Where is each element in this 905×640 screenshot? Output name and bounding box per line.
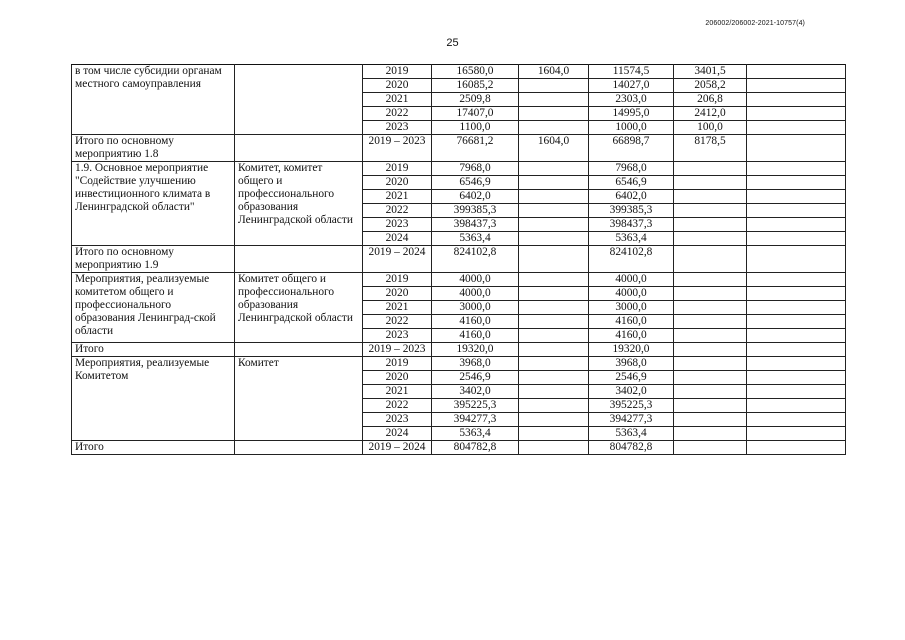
- empty-cell: [747, 273, 846, 287]
- regional-cell: 4000,0: [589, 287, 674, 301]
- local-cell: [674, 371, 747, 385]
- local-cell: [674, 190, 747, 204]
- total-cell: 3968,0: [432, 357, 519, 371]
- total-cell: 395225,3: [432, 399, 519, 413]
- local-cell: [674, 399, 747, 413]
- total-cell: 394277,3: [432, 413, 519, 427]
- year-cell: 2022: [363, 315, 432, 329]
- regional-cell: 4160,0: [589, 315, 674, 329]
- empty-cell: [747, 121, 846, 135]
- year-cell: 2021: [363, 385, 432, 399]
- federal-cell: [519, 357, 589, 371]
- federal-cell: [519, 176, 589, 190]
- local-cell: [674, 357, 747, 371]
- executor-cell: Комитет, комитет общего и профессионального образования Ленинградской области: [235, 162, 363, 246]
- empty-cell: [747, 218, 846, 232]
- regional-cell: 3000,0: [589, 301, 674, 315]
- table-row: [72, 65, 846, 79]
- empty-cell: [747, 246, 846, 273]
- total-cell: 16580,0: [432, 65, 519, 79]
- empty-cell: [747, 176, 846, 190]
- year-cell: 2023: [363, 413, 432, 427]
- year-cell: 2019 – 2024: [363, 246, 432, 273]
- executor-cell: [235, 135, 363, 162]
- year-cell: 2022: [363, 399, 432, 413]
- regional-cell: 14995,0: [589, 107, 674, 121]
- empty-cell: [747, 329, 846, 343]
- total-cell: 6402,0: [432, 190, 519, 204]
- empty-cell: [747, 93, 846, 107]
- federal-cell: [519, 79, 589, 93]
- total-cell: 2546,9: [432, 371, 519, 385]
- total-cell: 7968,0: [432, 162, 519, 176]
- total-cell: 824102,8: [432, 246, 519, 273]
- local-cell: [674, 329, 747, 343]
- year-cell: 2023: [363, 121, 432, 135]
- federal-cell: [519, 301, 589, 315]
- local-cell: [674, 343, 747, 357]
- year-cell: 2020: [363, 176, 432, 190]
- regional-cell: 7968,0: [589, 162, 674, 176]
- empty-cell: [747, 399, 846, 413]
- regional-cell: 394277,3: [589, 413, 674, 427]
- empty-cell: [747, 427, 846, 441]
- row-label: Итого по основному мероприятию 1.8: [72, 135, 235, 162]
- empty-cell: [747, 287, 846, 301]
- local-cell: [674, 273, 747, 287]
- federal-cell: [519, 287, 589, 301]
- empty-cell: [747, 357, 846, 371]
- regional-cell: 4000,0: [589, 273, 674, 287]
- executor-cell: [235, 343, 363, 357]
- total-cell: 1100,0: [432, 121, 519, 135]
- federal-cell: [519, 232, 589, 246]
- regional-cell: 66898,7: [589, 135, 674, 162]
- total-cell: 2509,8: [432, 93, 519, 107]
- executor-cell: [235, 246, 363, 273]
- total-cell: 804782,8: [432, 441, 519, 455]
- empty-cell: [747, 135, 846, 162]
- local-cell: 8178,5: [674, 135, 747, 162]
- year-cell: 2023: [363, 218, 432, 232]
- empty-cell: [747, 413, 846, 427]
- regional-cell: 1000,0: [589, 121, 674, 135]
- local-cell: [674, 218, 747, 232]
- federal-cell: [519, 399, 589, 413]
- total-cell: 16085,2: [432, 79, 519, 93]
- year-cell: 2021: [363, 301, 432, 315]
- federal-cell: [519, 385, 589, 399]
- regional-cell: 395225,3: [589, 399, 674, 413]
- federal-cell: [519, 93, 589, 107]
- total-cell: 4160,0: [432, 315, 519, 329]
- executor-cell: [235, 65, 363, 135]
- row-label: Итого: [72, 343, 235, 357]
- local-cell: 206,8: [674, 93, 747, 107]
- regional-cell: 399385,3: [589, 204, 674, 218]
- total-cell: 76681,2: [432, 135, 519, 162]
- year-cell: 2020: [363, 371, 432, 385]
- budget-table: [71, 64, 846, 455]
- regional-cell: 3402,0: [589, 385, 674, 399]
- empty-cell: [747, 162, 846, 176]
- empty-cell: [747, 385, 846, 399]
- federal-cell: [519, 107, 589, 121]
- local-cell: [674, 441, 747, 455]
- year-cell: 2024: [363, 232, 432, 246]
- empty-cell: [747, 79, 846, 93]
- row-label: 1.9. Основное мероприятие "Содействие улучшению инвестиционного климата в Ленинградской области": [72, 162, 235, 246]
- total-cell: 5363,4: [432, 427, 519, 441]
- total-cell: 6546,9: [432, 176, 519, 190]
- year-cell: 2024: [363, 427, 432, 441]
- empty-cell: [747, 301, 846, 315]
- local-cell: 2058,2: [674, 79, 747, 93]
- table-row: [72, 357, 846, 371]
- empty-cell: [747, 441, 846, 455]
- year-cell: 2019: [363, 65, 432, 79]
- local-cell: [674, 176, 747, 190]
- table-row: [72, 343, 846, 357]
- table-row: [72, 441, 846, 455]
- regional-cell: 19320,0: [589, 343, 674, 357]
- empty-cell: [747, 65, 846, 79]
- regional-cell: 5363,4: [589, 427, 674, 441]
- total-cell: 4000,0: [432, 287, 519, 301]
- year-cell: 2023: [363, 329, 432, 343]
- year-cell: 2020: [363, 287, 432, 301]
- year-cell: 2019 – 2023: [363, 135, 432, 162]
- total-cell: 5363,4: [432, 232, 519, 246]
- federal-cell: [519, 441, 589, 455]
- row-label: Итого: [72, 441, 235, 455]
- total-cell: 4160,0: [432, 329, 519, 343]
- local-cell: [674, 385, 747, 399]
- local-cell: 3401,5: [674, 65, 747, 79]
- federal-cell: [519, 413, 589, 427]
- federal-cell: [519, 204, 589, 218]
- year-cell: 2022: [363, 204, 432, 218]
- empty-cell: [747, 204, 846, 218]
- federal-cell: [519, 427, 589, 441]
- local-cell: [674, 246, 747, 273]
- regional-cell: 11574,5: [589, 65, 674, 79]
- year-cell: 2021: [363, 93, 432, 107]
- federal-cell: 1604,0: [519, 65, 589, 79]
- local-cell: [674, 413, 747, 427]
- executor-cell: Комитет общего и профессионального образования Ленинградской области: [235, 273, 363, 343]
- empty-cell: [747, 371, 846, 385]
- year-cell: 2019: [363, 357, 432, 371]
- local-cell: 2412,0: [674, 107, 747, 121]
- regional-cell: 824102,8: [589, 246, 674, 273]
- total-cell: 398437,3: [432, 218, 519, 232]
- year-cell: 2019: [363, 162, 432, 176]
- table-row: [72, 135, 846, 162]
- local-cell: [674, 287, 747, 301]
- year-cell: 2021: [363, 190, 432, 204]
- total-cell: 3000,0: [432, 301, 519, 315]
- empty-cell: [747, 107, 846, 121]
- total-cell: 17407,0: [432, 107, 519, 121]
- table-row: [72, 246, 846, 273]
- local-cell: [674, 301, 747, 315]
- document-number: 206002/206002-2021-10757(4): [705, 20, 805, 27]
- regional-cell: 6546,9: [589, 176, 674, 190]
- federal-cell: [519, 273, 589, 287]
- regional-cell: 3968,0: [589, 357, 674, 371]
- year-cell: 2019: [363, 273, 432, 287]
- regional-cell: 6402,0: [589, 190, 674, 204]
- total-cell: 19320,0: [432, 343, 519, 357]
- regional-cell: 5363,4: [589, 232, 674, 246]
- row-label: Мероприятия, реализуемые Комитетом: [72, 357, 235, 441]
- local-cell: [674, 315, 747, 329]
- year-cell: 2019 – 2024: [363, 441, 432, 455]
- federal-cell: [519, 218, 589, 232]
- total-cell: 3402,0: [432, 385, 519, 399]
- executor-cell: Комитет: [235, 357, 363, 441]
- regional-cell: 398437,3: [589, 218, 674, 232]
- local-cell: 100,0: [674, 121, 747, 135]
- page-number: 25: [446, 37, 459, 49]
- empty-cell: [747, 190, 846, 204]
- federal-cell: [519, 246, 589, 273]
- table-row: [72, 273, 846, 287]
- regional-cell: 804782,8: [589, 441, 674, 455]
- total-cell: 399385,3: [432, 204, 519, 218]
- empty-cell: [747, 315, 846, 329]
- local-cell: [674, 232, 747, 246]
- federal-cell: [519, 315, 589, 329]
- empty-cell: [747, 343, 846, 357]
- local-cell: [674, 427, 747, 441]
- federal-cell: [519, 190, 589, 204]
- year-cell: 2020: [363, 79, 432, 93]
- row-label: Мероприятия, реализуемые комитетом общего и профессионального образования Ленинград-ской области: [72, 273, 235, 343]
- regional-cell: 2546,9: [589, 371, 674, 385]
- table-row: [72, 162, 846, 176]
- federal-cell: [519, 329, 589, 343]
- year-cell: 2022: [363, 107, 432, 121]
- regional-cell: 14027,0: [589, 79, 674, 93]
- federal-cell: [519, 343, 589, 357]
- federal-cell: [519, 121, 589, 135]
- row-label: Итого по основному мероприятию 1.9: [72, 246, 235, 273]
- year-cell: 2019 – 2023: [363, 343, 432, 357]
- regional-cell: 4160,0: [589, 329, 674, 343]
- local-cell: [674, 204, 747, 218]
- federal-cell: [519, 162, 589, 176]
- federal-cell: 1604,0: [519, 135, 589, 162]
- row-label: в том числе субсидии органам местного самоуправления: [72, 65, 235, 135]
- empty-cell: [747, 232, 846, 246]
- total-cell: 4000,0: [432, 273, 519, 287]
- federal-cell: [519, 371, 589, 385]
- regional-cell: 2303,0: [589, 93, 674, 107]
- local-cell: [674, 162, 747, 176]
- executor-cell: [235, 441, 363, 455]
